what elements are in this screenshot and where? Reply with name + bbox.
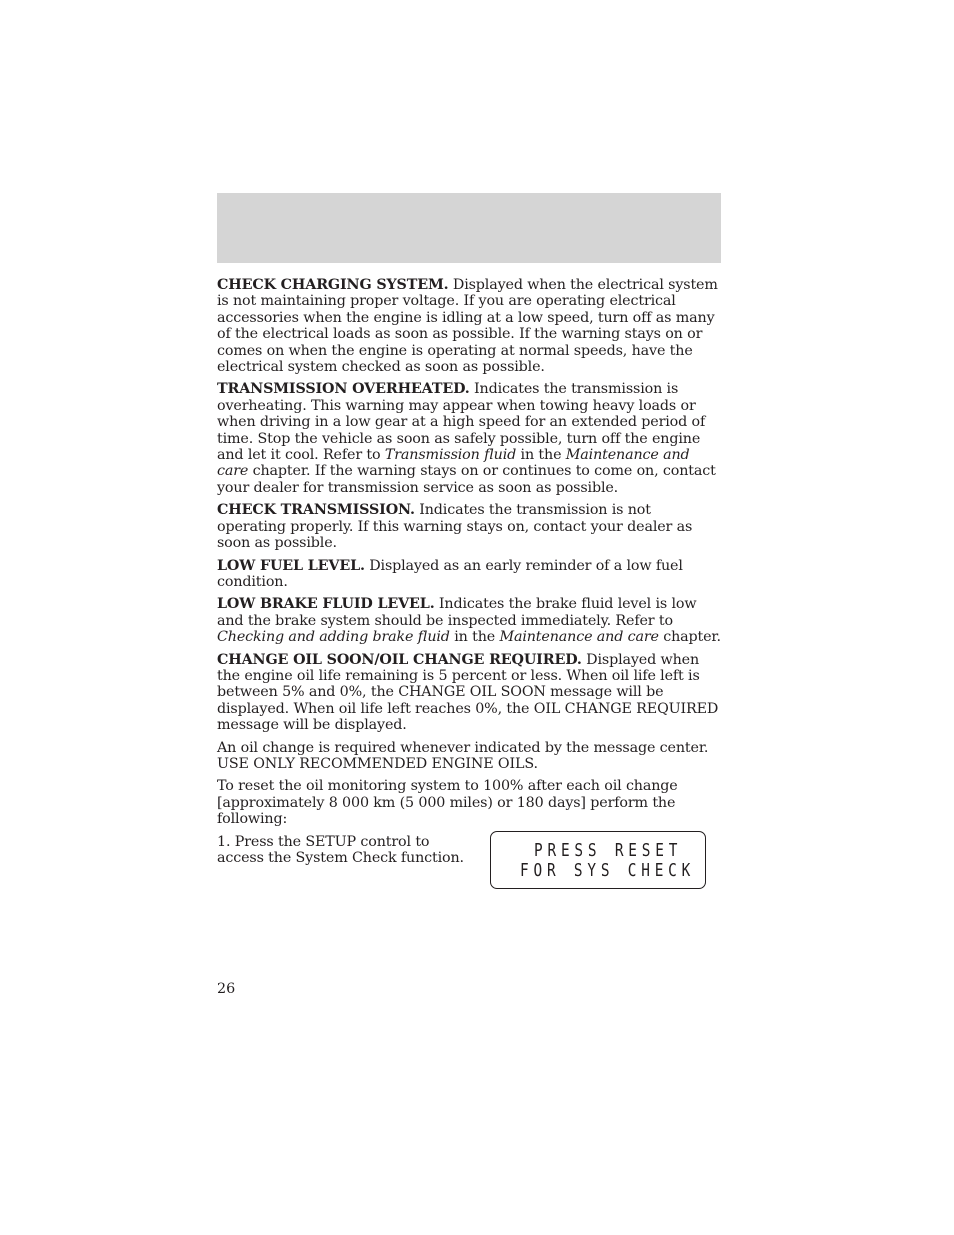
section-heading: LOW FUEL LEVEL. xyxy=(217,557,365,574)
section-body: in the xyxy=(516,447,566,464)
oil-change-required-paragraph: An oil change is required whenever indicated by the message center. USE ONLY RECOMMENDED ENGINE OILS. xyxy=(217,739,709,772)
cross-reference: Maintenance and care xyxy=(217,447,690,480)
section-body: Displayed as an early reminder of a low fuel condition. xyxy=(217,557,683,590)
page-number: 26 xyxy=(217,981,236,997)
section-header-band xyxy=(217,193,721,263)
check-transmission-paragraph xyxy=(217,502,723,551)
transmission-overheated-paragraph xyxy=(217,381,723,496)
section-heading: CHECK TRANSMISSION. xyxy=(217,502,415,519)
low-brake-fluid-level-paragraph xyxy=(217,596,723,645)
section-body: Displayed when the electrical system is not maintaining proper voltage. If you are operating electrical accessories when the engine is idling at a low speed, turn off as many of the electrical loads as soon as possible. If the warning stays on or comes on when the engine is operating at normal speeds, have the electrical system checked as soon as possible. xyxy=(217,277,718,376)
display-line-2: FOR SYS CHECK xyxy=(520,859,696,881)
section-body: Indicates the transmission is overheating. This warning may appear when towing heavy loads or when driving in a low gear at a high speed for an extended period of time. Stop the vehicle as soon as safely possible, turn off the engine and let it cool. Refer to xyxy=(217,381,706,464)
section-body: chapter. xyxy=(658,629,721,646)
section-heading: TRANSMISSION OVERHEATED. xyxy=(217,381,470,398)
check-charging-system-paragraph xyxy=(217,277,723,375)
section-body: chapter. If the warning stays on or continues to come on, contact your dealer for transmission service as soon as possible. xyxy=(217,463,716,496)
section-body: Indicates the transmission is not operating properly. If this warning stays on, contact your dealer as soon as possible. xyxy=(217,502,693,552)
section-body: Displayed when the engine oil life remaining is 5 percent or less. When oil life left is between 5% and 0%, the CHANGE OIL SOON message will be displayed. When oil life left reaches 0%, the OIL CHANGE REQUIRED message will be displayed. xyxy=(217,651,719,734)
cross-reference: Checking and adding brake fluid xyxy=(217,629,450,646)
cross-reference: Transmission fluid xyxy=(384,447,517,464)
step-1-text: 1. Press the SETUP control to access the System Check function. xyxy=(217,833,464,866)
step-1-row xyxy=(217,834,723,904)
section-heading: LOW BRAKE FLUID LEVEL. xyxy=(217,596,435,613)
message-center-display xyxy=(490,831,706,889)
section-body: Indicates the brake fluid level is low and the brake system should be inspected immediately. Refer to xyxy=(217,596,697,629)
change-oil-paragraph xyxy=(217,652,723,734)
section-heading: CHANGE OIL SOON/OIL CHANGE REQUIRED. xyxy=(217,651,582,668)
page-content xyxy=(217,277,723,904)
section-body: in the xyxy=(449,629,500,646)
section-heading: CHECK CHARGING SYSTEM. xyxy=(217,277,449,293)
low-fuel-level-paragraph xyxy=(217,558,723,591)
cross-reference: Maintenance and care xyxy=(499,629,659,646)
oil-reset-intro-paragraph: To reset the oil monitoring system to 100% after each oil change [approximately 8 000 km (5 000 miles) or 180 days] perform the following: xyxy=(217,778,678,828)
display-line-1: PRESS RESET xyxy=(534,839,683,861)
